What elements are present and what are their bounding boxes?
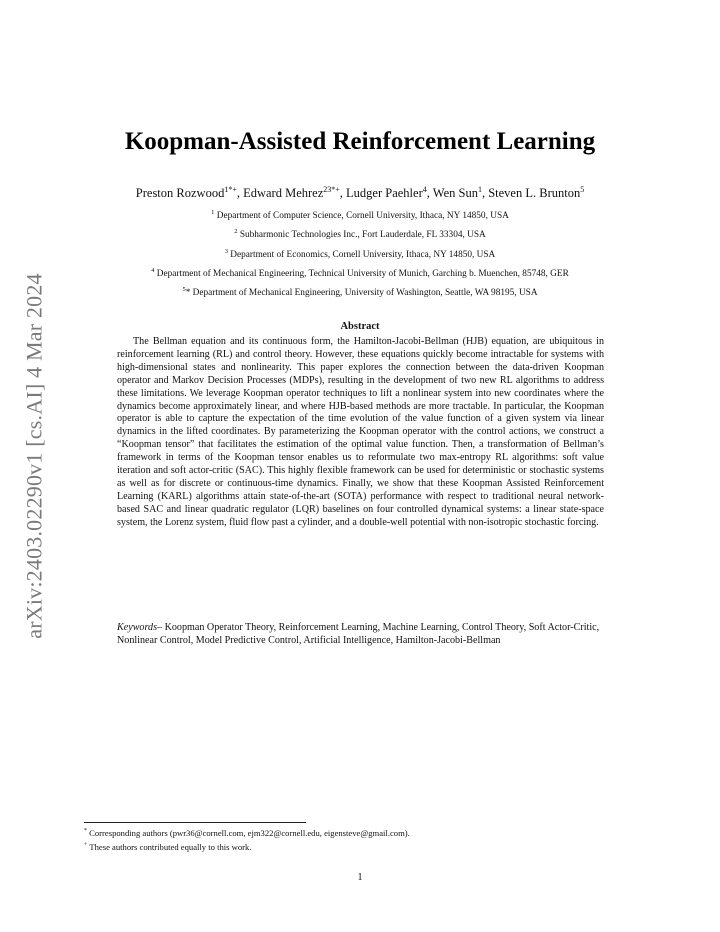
author: Ludger Paehler$^4$	[346, 185, 427, 201]
page-number: 1	[357, 872, 363, 883]
author: Wen Sun$^1$	[432, 185, 482, 201]
footnote-list	[84, 825, 644, 854]
paper-title: Koopman-Assisted Reinforcement Learning	[124, 128, 596, 155]
affiliation: $^3$ Department of Economics, Cornell University, Ithaca, NY 14850, USA	[224, 247, 496, 260]
affiliation-list	[60, 205, 660, 301]
affiliation: $^4$ Department of Mechanical Engineering, Technical University of Munich, Garching b. Muenchen, 85748, GER	[151, 266, 569, 279]
affiliation: $^2$ Subharmonic Technologies Inc., Fort Lauderdale, FL 33304, USA	[234, 228, 486, 241]
abstract-heading: Abstract	[340, 321, 380, 332]
footnote-divider	[84, 822, 306, 823]
author-list: Preston Rozwood$^{1*+}$, Edward Mehrez$^{23*+}$, Ludger Paehler$^4$, Wen Sun$^1$, Steven L. Brunton$^5$	[135, 185, 585, 201]
arxiv-stamp	[12, 258, 58, 654]
author: Edward Mehrez$^{23*+}$	[243, 185, 340, 201]
author: Preston Rozwood$^{1*+}$	[135, 185, 237, 201]
affiliation: $^5$* Department of Mechanical Engineering, University of Washington, Seattle, WA 98195, USA	[182, 286, 538, 299]
footnote: * Corresponding authors (pwr36@cornell.com, ejm322@cornell.edu, eigensteve@gmail.com).	[84, 827, 410, 838]
author: Steven L. Brunton$^5$	[488, 185, 585, 201]
affiliation: $^1$ Department of Computer Science, Cornell University, Ithaca, NY 14850, USA	[211, 209, 509, 222]
keywords-text: Koopman Operator Theory, Reinforcement Learning, Machine Learning, Control Theory, Soft Actor-Critic, Nonlinear Control, Model Predictive Control, Artificial Intelligence, Hamilton-Jacobi-Bellman	[117, 622, 600, 646]
abstract-body: The Bellman equation and its continuous form, the Hamilton-Jacobi-Bellman (HJB) equation, are ubiquitous in reinforcement learning (RL) and control theory. However, these equations quickly become intractable for systems with high-dimensional states and nonlinearity. This paper explores the connection between the data-driven Koopman operator and Markov Decision Processes (MDPs), resulting in the development of two new RL algorithms to address these limitations. We leverage Koopman operator techniques to lift a nonlinear system into new coordinates where the dynamics become approximately linear, and where HJB-based methods are more tractable. In particular, the Koopman operator is able to capture the expectation of the time evolution of the value function of a given system via linear dynamics in the lifted coordinates. By parameterizing the Koopman operator with the control actions, we construct a “Koopman tensor” that facilitates the estimation of the optimal value function. Then, a transformation of Bellman’s framework in terms of the Koopman tensor enables us to reformulate two max-entropy RL algorithms: soft value iteration and soft actor-critic (SAC). This highly flexible framework can be used for deterministic or stochastic systems as well as for discrete or continuous-time dynamics. Finally, we show that these Koopman Assisted Reinforcement Learning (KARL) algorithms attain state-of-the-art (SOTA) performance with respect to traditional neural network-based SAC and linear quadratic regulator (LQR) baselines on four controlled dynamical systems: a linear state-space system, the Lorenz system, fluid flow past a cylinder, and a double-well potential with non-isotropic stochastic forcing.	[117, 336, 604, 528]
keywords-label: Keywords–	[117, 622, 163, 633]
arxiv-stamp-text: arXiv:2403.02290v1 [cs.AI] 4 Mar 2024	[22, 273, 48, 639]
footnote: + These authors contributed equally to this work.	[84, 842, 252, 853]
keywords	[117, 622, 604, 648]
